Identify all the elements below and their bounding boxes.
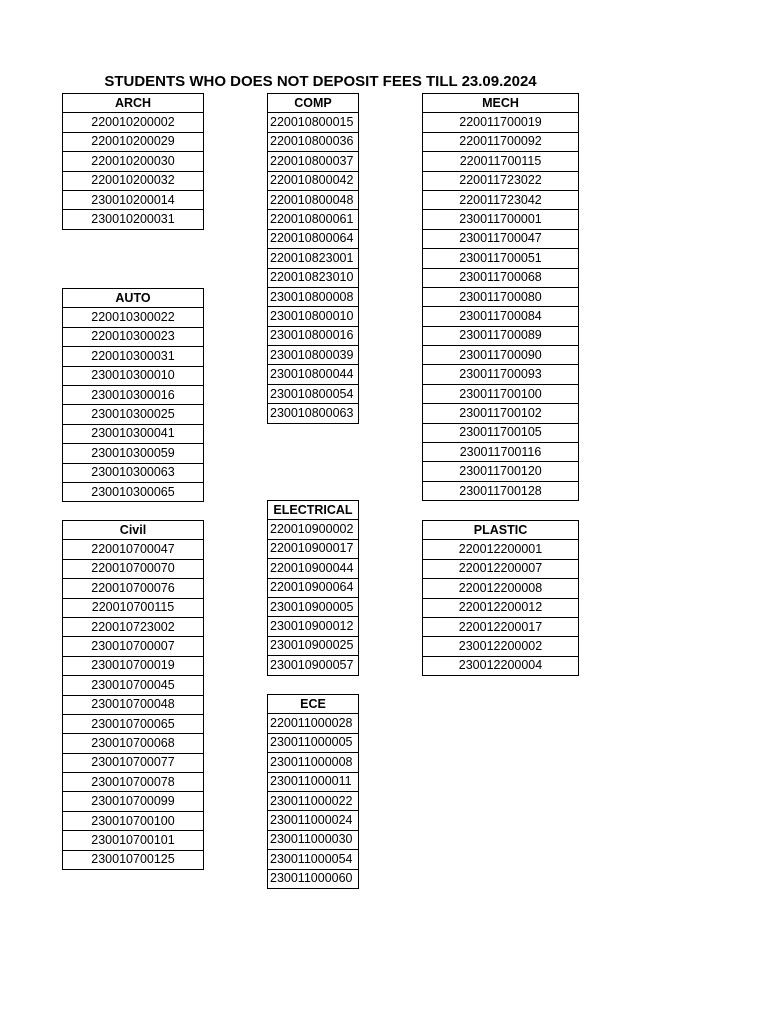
ece-student-id: 230011000008 — [268, 753, 359, 772]
civil-student-id: 220010723002 — [63, 617, 204, 636]
table-row — [423, 423, 579, 442]
table-row — [423, 190, 579, 209]
ece-student-id: 230011000022 — [268, 791, 359, 810]
electrical-student-id: 230010900025 — [268, 636, 359, 655]
auto-student-id: 230010300065 — [63, 482, 204, 501]
table-row — [423, 365, 579, 384]
table-row — [423, 268, 579, 287]
table-row — [63, 327, 204, 346]
auto-student-id: 230010300025 — [63, 405, 204, 424]
civil-student-id: 220010700070 — [63, 559, 204, 578]
table-row — [268, 772, 359, 791]
table-row — [423, 598, 579, 617]
table-row — [63, 132, 204, 151]
auto-table — [62, 288, 204, 502]
table-row — [423, 637, 579, 656]
civil-student-id: 230010700125 — [63, 850, 204, 869]
table-row — [268, 597, 359, 616]
ece-student-id: 230011000054 — [268, 850, 359, 869]
table-row — [423, 210, 579, 229]
table-row — [268, 559, 359, 578]
table-row — [268, 830, 359, 849]
auto-student-id: 220010300031 — [63, 347, 204, 366]
table-row — [423, 462, 579, 481]
civil-student-id: 230010700065 — [63, 714, 204, 733]
table-row — [268, 733, 359, 752]
table-row — [268, 811, 359, 830]
plastic-student-id: 220012200017 — [423, 617, 579, 636]
comp-student-id: 220010800036 — [268, 132, 359, 151]
table-row — [63, 152, 204, 171]
mech-student-id: 230011700116 — [423, 443, 579, 462]
comp-student-id: 230010800054 — [268, 384, 359, 403]
table-row — [268, 791, 359, 810]
table-row — [63, 463, 204, 482]
civil-student-id: 230010700099 — [63, 792, 204, 811]
arch-student-id: 220010200029 — [63, 132, 204, 151]
table-row — [423, 404, 579, 423]
table-row — [268, 346, 359, 365]
plastic-table — [422, 520, 579, 676]
comp-student-id: 220010800037 — [268, 152, 359, 171]
mech-student-id: 230011700089 — [423, 326, 579, 345]
table-row — [63, 831, 204, 850]
plastic-student-id: 220012200008 — [423, 579, 579, 598]
auto-student-id: 230010300010 — [63, 366, 204, 385]
comp-student-id: 220010800048 — [268, 190, 359, 209]
table-row — [423, 326, 579, 345]
table-row — [63, 190, 204, 209]
arch-student-id: 220010200032 — [63, 171, 204, 190]
ece-student-id: 230011000030 — [268, 830, 359, 849]
table-row — [423, 229, 579, 248]
ece-header: ECE — [268, 695, 359, 714]
plastic-header: PLASTIC — [423, 521, 579, 540]
comp-student-id: 220010800061 — [268, 210, 359, 229]
civil-student-id: 230010700078 — [63, 773, 204, 792]
table-row — [268, 190, 359, 209]
mech-student-id: 220011723022 — [423, 171, 579, 190]
auto-student-id: 230010300041 — [63, 424, 204, 443]
mech-student-id: 230011700047 — [423, 229, 579, 248]
mech-student-id: 230011700051 — [423, 249, 579, 268]
mech-student-id: 230011700120 — [423, 462, 579, 481]
mech-student-id: 230011700128 — [423, 481, 579, 500]
table-row — [268, 249, 359, 268]
electrical-student-id: 230010900012 — [268, 617, 359, 636]
table-row — [423, 152, 579, 171]
electrical-student-id: 220010900002 — [268, 520, 359, 539]
page-title: STUDENTS WHO DOES NOT DEPOSIT FEES TILL 23.09.2024 — [104, 73, 537, 90]
table-row — [423, 443, 579, 462]
comp-table — [267, 93, 359, 424]
table-row — [63, 792, 204, 811]
table-row — [63, 482, 204, 501]
arch-student-id: 220010200002 — [63, 113, 204, 132]
electrical-table — [267, 500, 359, 676]
ece-student-id: 230011000060 — [268, 869, 359, 888]
table-row — [63, 579, 204, 598]
comp-student-id: 230010800044 — [268, 365, 359, 384]
mech-student-id: 220011700019 — [423, 113, 579, 132]
mech-student-id: 230011700090 — [423, 346, 579, 365]
table-row — [423, 656, 579, 675]
civil-student-id: 220010700076 — [63, 579, 204, 598]
electrical-student-id: 230010900057 — [268, 656, 359, 675]
auto-student-id: 230010300063 — [63, 463, 204, 482]
table-row — [63, 598, 204, 617]
comp-student-id: 230010800063 — [268, 404, 359, 423]
civil-student-id: 230010700019 — [63, 656, 204, 675]
mech-student-id: 230011700001 — [423, 210, 579, 229]
table-row — [63, 424, 204, 443]
table-row — [63, 113, 204, 132]
table-row — [268, 268, 359, 287]
table-row — [268, 287, 359, 306]
table-row — [423, 384, 579, 403]
table-row — [63, 695, 204, 714]
arch-student-id: 230010200014 — [63, 190, 204, 209]
table-row — [63, 308, 204, 327]
table-row — [268, 404, 359, 423]
table-row — [423, 113, 579, 132]
table-row — [63, 811, 204, 830]
auto-student-id: 230010300059 — [63, 444, 204, 463]
comp-student-id: 230010800008 — [268, 287, 359, 306]
table-row — [423, 171, 579, 190]
civil-student-id: 230010700007 — [63, 637, 204, 656]
table-row — [63, 171, 204, 190]
table-row — [268, 869, 359, 888]
civil-student-id: 230010700077 — [63, 753, 204, 772]
table-row — [268, 753, 359, 772]
mech-student-id: 230011700102 — [423, 404, 579, 423]
table-row — [63, 385, 204, 404]
mech-student-id: 220011700115 — [423, 152, 579, 171]
civil-student-id: 230010700101 — [63, 831, 204, 850]
civil-student-id: 230010700045 — [63, 676, 204, 695]
comp-student-id: 220010823010 — [268, 268, 359, 287]
civil-student-id: 230010700068 — [63, 734, 204, 753]
mech-student-id: 230011700100 — [423, 384, 579, 403]
table-row — [268, 307, 359, 326]
arch-header: ARCH — [63, 94, 204, 113]
electrical-student-id: 220010900044 — [268, 559, 359, 578]
table-row — [268, 539, 359, 558]
table-row — [423, 307, 579, 326]
ece-student-id: 220011000028 — [268, 714, 359, 733]
plastic-student-id: 230012200004 — [423, 656, 579, 675]
table-row — [268, 171, 359, 190]
comp-student-id: 220010800042 — [268, 171, 359, 190]
table-row — [63, 773, 204, 792]
table-row — [268, 384, 359, 403]
comp-student-id: 230010800039 — [268, 346, 359, 365]
auto-header: AUTO — [63, 289, 204, 308]
plastic-student-id: 220012200007 — [423, 559, 579, 578]
table-row — [423, 559, 579, 578]
table-row — [423, 287, 579, 306]
plastic-student-id: 230012200002 — [423, 637, 579, 656]
mech-student-id: 230011700093 — [423, 365, 579, 384]
electrical-student-id: 220010900064 — [268, 578, 359, 597]
table-row — [268, 636, 359, 655]
table-row — [268, 617, 359, 636]
table-row — [63, 637, 204, 656]
table-row — [63, 734, 204, 753]
comp-student-id: 220010823001 — [268, 249, 359, 268]
civil-student-id: 220010700047 — [63, 540, 204, 559]
ece-table — [267, 694, 359, 889]
mech-student-id: 220011700092 — [423, 132, 579, 151]
table-row — [63, 753, 204, 772]
table-row — [63, 676, 204, 695]
civil-student-id: 220010700115 — [63, 598, 204, 617]
table-row — [423, 579, 579, 598]
ece-student-id: 230011000011 — [268, 772, 359, 791]
table-row — [268, 578, 359, 597]
comp-student-id: 230010800016 — [268, 326, 359, 345]
arch-student-id: 230010200031 — [63, 210, 204, 229]
auto-student-id: 220010300022 — [63, 308, 204, 327]
auto-student-id: 220010300023 — [63, 327, 204, 346]
table-row — [268, 714, 359, 733]
mech-student-id: 230011700084 — [423, 307, 579, 326]
table-row — [423, 617, 579, 636]
table-row — [63, 444, 204, 463]
table-row — [423, 540, 579, 559]
ece-student-id: 230011000005 — [268, 733, 359, 752]
mech-table — [422, 93, 579, 501]
auto-student-id: 230010300016 — [63, 385, 204, 404]
comp-header: COMP — [268, 94, 359, 113]
civil-student-id: 230010700048 — [63, 695, 204, 714]
table-row — [268, 326, 359, 345]
table-row — [63, 559, 204, 578]
table-row — [268, 656, 359, 675]
electrical-student-id: 230010900005 — [268, 597, 359, 616]
plastic-student-id: 220012200012 — [423, 598, 579, 617]
mech-student-id: 230011700068 — [423, 268, 579, 287]
comp-student-id: 220010800015 — [268, 113, 359, 132]
mech-student-id: 220011723042 — [423, 190, 579, 209]
table-row — [63, 656, 204, 675]
table-row — [423, 346, 579, 365]
arch-student-id: 220010200030 — [63, 152, 204, 171]
table-row — [268, 850, 359, 869]
table-row — [268, 152, 359, 171]
table-row — [63, 617, 204, 636]
mech-student-id: 230011700105 — [423, 423, 579, 442]
electrical-student-id: 220010900017 — [268, 539, 359, 558]
table-row — [268, 229, 359, 248]
comp-student-id: 230010800010 — [268, 307, 359, 326]
comp-student-id: 220010800064 — [268, 229, 359, 248]
table-row — [63, 850, 204, 869]
table-row — [423, 132, 579, 151]
table-row — [63, 405, 204, 424]
table-row — [63, 210, 204, 229]
table-row — [268, 365, 359, 384]
ece-student-id: 230011000024 — [268, 811, 359, 830]
table-row — [268, 113, 359, 132]
table-row — [63, 714, 204, 733]
electrical-header: ELECTRICAL — [268, 501, 359, 520]
arch-table — [62, 93, 204, 230]
table-row — [63, 540, 204, 559]
plastic-student-id: 220012200001 — [423, 540, 579, 559]
table-row — [268, 520, 359, 539]
table-row — [268, 132, 359, 151]
civil-table — [62, 520, 204, 870]
civil-student-id: 230010700100 — [63, 811, 204, 830]
table-row — [268, 210, 359, 229]
civil-header: Civil — [63, 521, 204, 540]
table-row — [63, 366, 204, 385]
table-row — [63, 347, 204, 366]
table-row — [423, 481, 579, 500]
table-row — [423, 249, 579, 268]
mech-header: MECH — [423, 94, 579, 113]
mech-student-id: 230011700080 — [423, 287, 579, 306]
